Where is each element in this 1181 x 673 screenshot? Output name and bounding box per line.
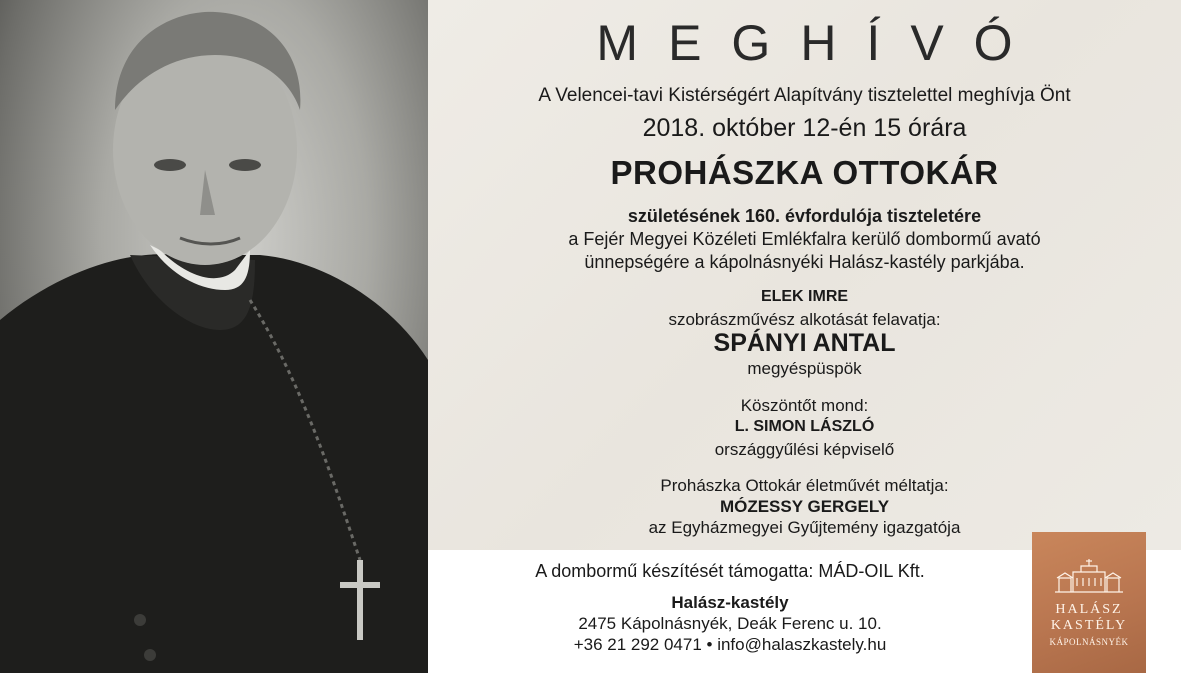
logo-line-2: KASTÉLY [1050, 618, 1128, 633]
evaluation-label: Prohászka Ottokár életművét méltatja: [660, 476, 949, 495]
venue-contact: +36 21 292 0471 • info@halaszkastely.hu [573, 635, 887, 654]
logo-line-3: KÁPOLNÁSNYÉK [1049, 637, 1129, 647]
invitation-title: MEGHÍVÓ [596, 15, 1043, 71]
evaluator-role: az Egyházmegyei Gyűjtemény igazgatója [648, 518, 961, 537]
description-line-2: ünnepségére a kápolnásnyéki Halász-kastély parkjába. [584, 252, 1025, 272]
portrait-photo [0, 0, 428, 673]
honoree-name: PROHÁSZKA OTTOKÁR [610, 154, 999, 191]
artist-role: szobrászművész alkotását felavatja: [668, 310, 941, 329]
greeting-label: Köszöntőt mond: [740, 396, 869, 415]
artist-name: ELEK IMRE [760, 288, 849, 305]
inaugurator-role: megyéspüspök [747, 359, 862, 378]
event-datetime: 2018. október 12-én 15 órára [642, 114, 967, 142]
logo-line-1: HALÁSZ [1055, 602, 1123, 617]
evaluator-name: MÓZESSY GERGELY [719, 497, 890, 516]
sponsor-line: A dombormű készítését támogatta: MÁD-OIL Kft. [535, 561, 925, 581]
anniversary-line: születésének 160. évfordulója tiszteletére [627, 206, 982, 226]
invitation-panel [428, 0, 1181, 550]
description-line-1: a Fejér Megyei Közéleti Emlékfalra kerülő dombormű avató [568, 229, 1041, 249]
castle-icon [1051, 556, 1127, 596]
greeter-name: L. SIMON LÁSZLÓ [734, 418, 875, 435]
halasz-kastely-logo [1032, 532, 1146, 673]
portrait-illustration [0, 0, 428, 673]
venue-name: Halász-kastély [671, 593, 789, 612]
inaugurator-name: SPÁNYI ANTAL [713, 329, 896, 357]
organizer-line: A Velencei-tavi Kistérségért Alapítvány tisztelettel meghívja Önt [538, 85, 1071, 106]
greeter-role: országgyűlési képviselő [714, 440, 895, 459]
venue-address: 2475 Kápolnásnyék, Deák Ferenc u. 10. [578, 614, 882, 633]
